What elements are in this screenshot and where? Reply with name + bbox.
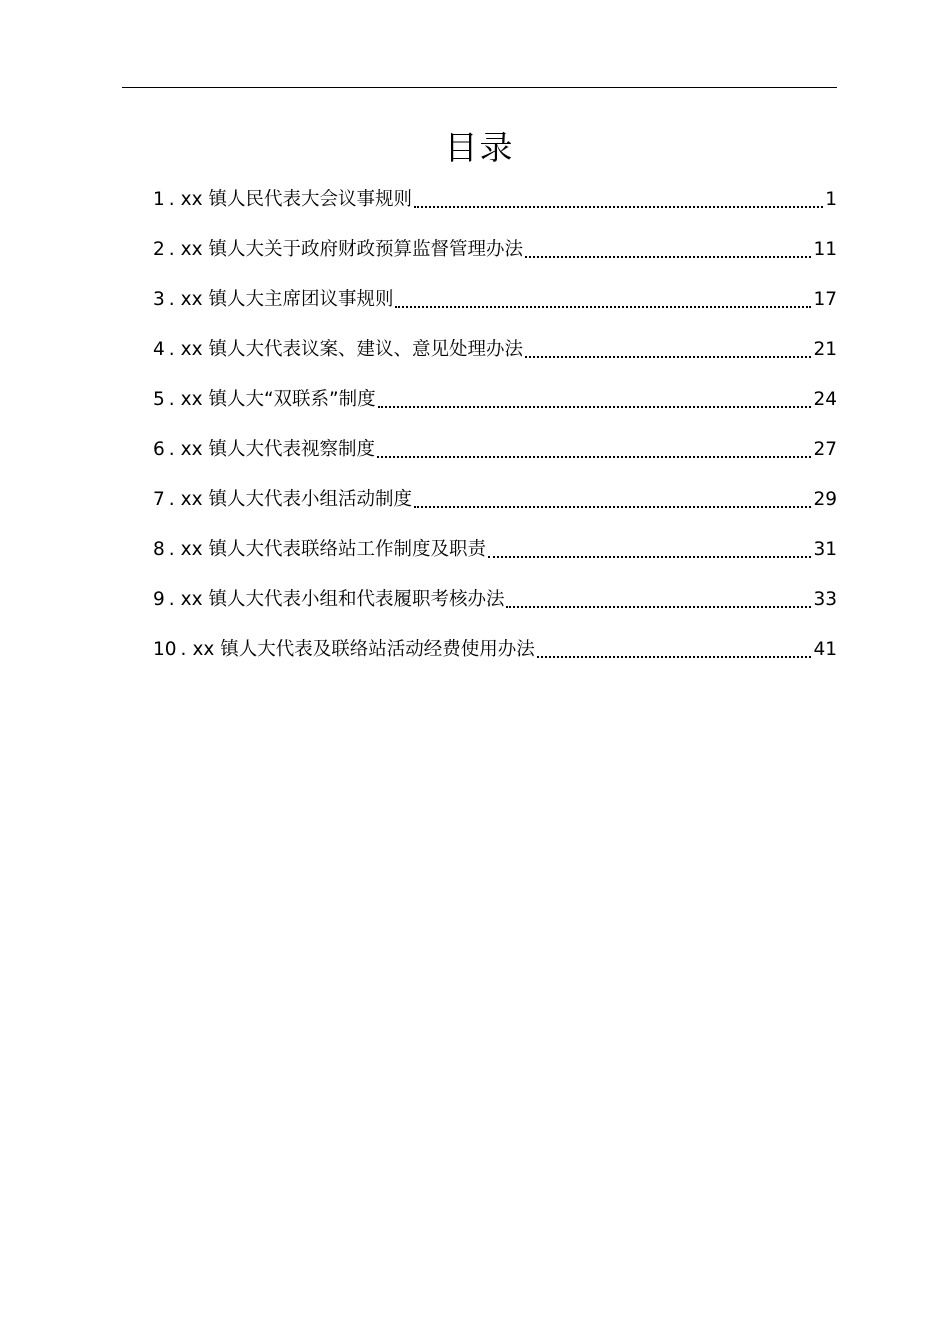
toc-entry[interactable] [153,634,837,684]
toc-entry-separator: . [168,289,175,310]
toc-entry-number: 5 [153,389,165,410]
toc-entry-page: 31 [813,539,837,560]
toc-entry-number: 8 [153,539,165,560]
toc-entry[interactable] [153,384,837,434]
toc-entry-page: 17 [813,289,837,310]
toc-entry[interactable] [153,284,837,334]
toc-entry[interactable] [153,534,837,584]
toc-entry-page: 29 [813,489,837,510]
toc-entry-title: xx 镇人大代表议案、建议、意见处理办法 [180,339,523,360]
toc-entry-title: xx 镇人大关于政府财政预算监督管理办法 [180,239,523,260]
toc-dot-leader [537,634,812,666]
toc-entry-page: 27 [813,439,837,460]
toc-dot-leader [414,484,812,516]
toc-entry-separator: . [168,589,175,610]
toc-entry-separator: . [168,339,175,360]
toc-entry[interactable] [153,434,837,484]
toc-dot-leader [395,284,811,316]
toc-dot-leader [525,234,812,266]
toc-entry-title: xx 镇人大“双联系”制度 [180,389,376,410]
toc-entry-separator: . [168,539,175,560]
toc-dot-leader [378,384,812,416]
toc-entry-number: 2 [153,239,165,260]
toc-entry-number: 9 [153,589,165,610]
toc-entry[interactable] [153,334,837,384]
toc-entry[interactable] [153,234,837,284]
toc-entry-page: 21 [813,339,837,360]
toc-entry-title: xx 镇人大代表视察制度 [180,439,375,460]
toc-dot-leader [506,584,811,616]
toc-entry[interactable] [153,184,837,234]
toc-dot-leader [414,184,823,216]
toc-entry-separator: . [180,639,187,660]
toc-entry[interactable] [153,484,837,534]
toc-entry-page: 33 [813,589,837,610]
toc-list [153,184,837,684]
toc-dot-leader [525,334,812,366]
toc-entry-page: 1 [825,189,837,210]
toc-entry-separator: . [168,189,175,210]
toc-entry-title: xx 镇人大代表及联络站活动经费使用办法 [192,639,535,660]
toc-entry-separator: . [168,439,175,460]
toc-entry-separator: . [168,389,175,410]
toc-entry[interactable] [153,584,837,634]
toc-entry-number: 10 [153,639,177,660]
toc-entry-title: xx 镇人大代表小组活动制度 [180,489,412,510]
toc-entry-number: 7 [153,489,165,510]
toc-entry-separator: . [168,489,175,510]
toc-entry-title: xx 镇人大代表小组和代表履职考核办法 [180,589,505,610]
toc-entry-title: xx 镇人大主席团议事规则 [180,289,394,310]
header-rule [122,87,837,88]
toc-entry-number: 3 [153,289,165,310]
toc-entry-page: 24 [813,389,837,410]
toc-entry-page: 41 [813,639,837,660]
toc-entry-title: xx 镇人民代表大会议事规则 [180,189,412,210]
toc-dot-leader [488,534,812,566]
toc-entry-number: 6 [153,439,165,460]
toc-entry-title: xx 镇人大代表联络站工作制度及职责 [180,539,486,560]
page-title: 目录 [444,128,515,167]
toc-entry-number: 1 [153,189,165,210]
toc-entry-number: 4 [153,339,165,360]
toc-entry-page: 11 [813,239,837,260]
toc-entry-separator: . [168,239,175,260]
toc-dot-leader [377,434,812,466]
